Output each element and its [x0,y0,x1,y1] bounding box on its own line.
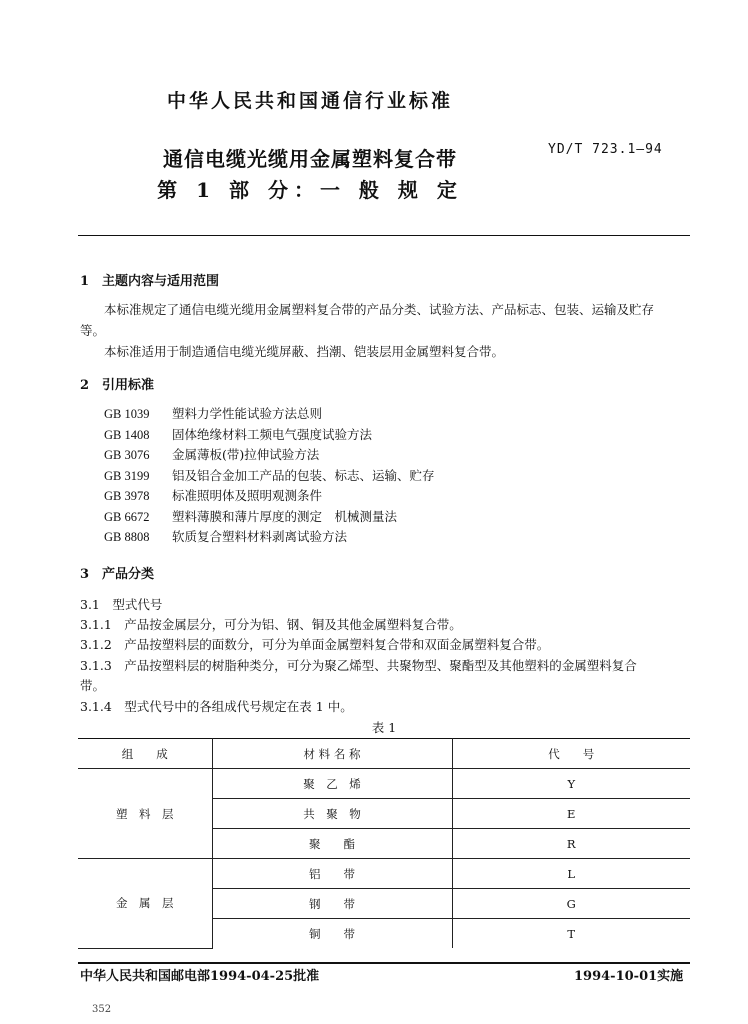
reference-item [104,404,322,422]
table-cell-code: L [452,859,690,889]
table-header-code: 代 号 [452,739,690,769]
reference-item [104,507,397,525]
reference-code: GB 8808 [104,530,150,544]
page-number: 352 [92,1004,112,1015]
table-group-name: 金 属 层 [78,859,212,949]
table-cell-material: 铜 带 [212,919,452,949]
type-code-table [78,738,690,949]
table-cell-material: 聚 乙 烯 [212,769,452,799]
reference-item [104,445,319,463]
section-3-heading: 3 产品分类 [80,567,155,582]
table-row [78,859,690,889]
table-group-name: 塑 料 层 [78,769,212,859]
table-cell-material: 聚 酯 [212,829,452,859]
section-1-paragraph-2: 本标准适用于制造通信电缆光缆屏蔽、挡潮、铠装层用金属塑料复合带。 [104,344,505,359]
approval-line: 中华人民共和国邮电部1994-04-25批准 [80,969,320,984]
reference-code: GB 1408 [104,427,150,442]
table-cell-code: R [452,829,690,859]
clause-3-1-4: 3.1.4 型式代号中的各组成代号规定在表 1 中。 [80,699,353,714]
reference-title: 软质复合塑料材料剥离试验方法 [172,529,348,544]
reference-item [104,425,372,443]
reference-item [104,466,435,484]
reference-title: 铝及铝合金加工产品的包装、标志、运输、贮存 [172,467,435,483]
reference-code: GB 1039 [104,407,150,421]
table-cell-code: Y [452,769,690,799]
clause-3-1-3: 3.1.3 产品按塑料层的树脂种类分，可分为聚乙烯型、共聚物型、聚酯型及其他塑料的金属塑料复合 [80,658,637,673]
section-1-heading: 1 主题内容与适用范围 [80,274,220,289]
document-subtitle: 第 1 部 分：一 般 规 定 [157,178,463,202]
table-caption: 表 1 [371,720,397,735]
document-title: 通信电缆光缆用金属塑料复合带 [163,147,457,171]
table-header-composition: 组 成 [78,739,212,769]
table-header-material: 材 料 名 称 [212,739,452,769]
clause-3-1-3-cont: 带。 [80,678,106,693]
industry-standard-heading: 中华人民共和国通信行业标准 [166,90,453,112]
reference-title: 塑料力学性能试验方法总则 [172,406,323,421]
reference-title: 金属薄板(带)拉伸试验方法 [172,447,320,462]
section-1-paragraph-1-cont: 等。 [80,323,106,338]
reference-title: 标准照明体及照明观测条件 [172,488,323,503]
table-cell-material: 铝 带 [212,859,452,889]
reference-code: GB 3978 [104,489,150,503]
implementation-date: 1994-10-01实施 [574,969,684,984]
table-cell-material: 共 聚 物 [212,799,452,829]
header-divider [78,235,690,236]
reference-title: 塑料薄膜和薄片厚度的测定 机械测量法 [172,508,398,524]
clause-3-1-2: 3.1.2 产品按塑料层的面数分，可分为单面金属塑料复合带和双面金属塑料复合带。 [80,637,550,652]
table-cell-material: 钢 带 [212,889,452,919]
standard-code: YD/T 723.1—94 [548,142,663,157]
table-row [78,769,690,799]
reference-title: 固体绝缘材料工频电气强度试验方法 [172,426,373,442]
footer-divider [78,962,690,964]
reference-item [104,486,322,504]
table-cell-code: E [452,799,690,829]
reference-code: GB 3076 [104,448,150,462]
clause-3-1: 3.1 型式代号 [80,597,163,612]
reference-item [104,527,347,545]
reference-code: GB 6672 [104,509,150,524]
reference-code: GB 3199 [104,468,150,483]
table-cell-code: T [452,919,690,949]
table-cell-code: G [452,889,690,919]
clause-3-1-1: 3.1.1 产品按金属层分，可分为铝、钢、铜及其他金属塑料复合带。 [80,617,462,632]
section-1-paragraph-1: 本标准规定了通信电缆光缆用金属塑料复合带的产品分类、试验方法、产品标志、包装、运输及贮存 [104,302,655,317]
section-2-heading: 2 引用标准 [80,378,155,393]
